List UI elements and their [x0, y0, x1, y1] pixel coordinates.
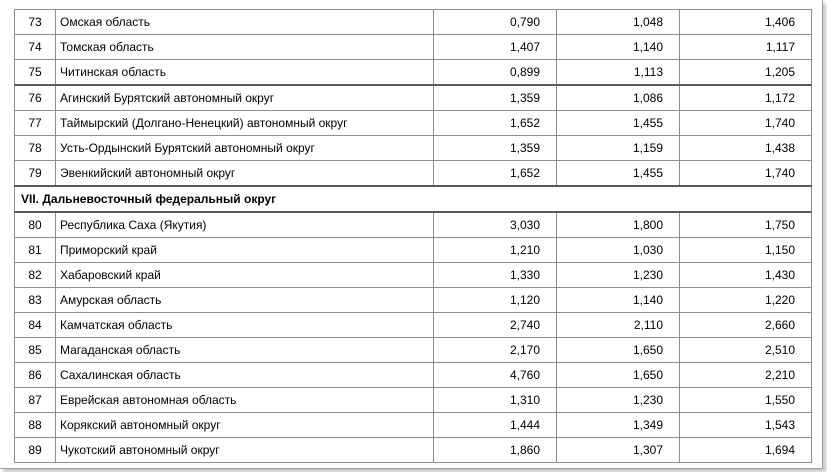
row-number: 78 — [15, 136, 56, 161]
row-number: 77 — [15, 111, 56, 136]
table-row — [15, 438, 812, 463]
value-1: 2,740 — [434, 313, 557, 338]
row-number: 75 — [15, 60, 56, 86]
region-name: Амурская область — [56, 288, 434, 313]
value-1: 0,790 — [434, 10, 557, 35]
value-1: 1,444 — [434, 413, 557, 438]
value-1: 1,359 — [434, 136, 557, 161]
value-2: 1,230 — [557, 263, 680, 288]
value-3: 1,117 — [680, 35, 812, 60]
value-1: 4,760 — [434, 363, 557, 388]
row-number: 79 — [15, 161, 56, 187]
value-1: 1,652 — [434, 111, 557, 136]
section-title: VII. Дальневосточный федеральный округ — [15, 186, 812, 212]
table-row — [15, 338, 812, 363]
value-1: 1,652 — [434, 161, 557, 187]
value-3: 1,740 — [680, 161, 812, 187]
table-row — [15, 10, 812, 35]
value-1: 1,330 — [434, 263, 557, 288]
value-3: 1,172 — [680, 85, 812, 111]
value-1: 0,899 — [434, 60, 557, 86]
value-2: 2,110 — [557, 313, 680, 338]
value-2: 1,650 — [557, 338, 680, 363]
value-2: 1,030 — [557, 238, 680, 263]
value-1: 3,030 — [434, 212, 557, 238]
value-2: 1,307 — [557, 438, 680, 463]
value-1: 1,120 — [434, 288, 557, 313]
table-row — [15, 35, 812, 60]
region-name: Агинский Бурятский автономный округ — [56, 85, 434, 111]
value-1: 1,407 — [434, 35, 557, 60]
value-3: 1,205 — [680, 60, 812, 86]
row-number: 89 — [15, 438, 56, 463]
value-2: 1,048 — [557, 10, 680, 35]
region-name: Читинская область — [56, 60, 434, 86]
value-3: 2,660 — [680, 313, 812, 338]
value-2: 1,140 — [557, 288, 680, 313]
value-2: 1,140 — [557, 35, 680, 60]
region-name: Камчатская область — [56, 313, 434, 338]
region-name: Приморский край — [56, 238, 434, 263]
table-row — [15, 238, 812, 263]
table-row — [15, 313, 812, 338]
value-1: 1,359 — [434, 85, 557, 111]
row-number: 86 — [15, 363, 56, 388]
row-number: 88 — [15, 413, 56, 438]
region-name: Омская область — [56, 10, 434, 35]
value-3: 1,220 — [680, 288, 812, 313]
value-1: 1,310 — [434, 388, 557, 413]
region-name: Еврейская автономная область — [56, 388, 434, 413]
table-row — [15, 413, 812, 438]
value-2: 1,650 — [557, 363, 680, 388]
row-number: 74 — [15, 35, 56, 60]
row-number: 87 — [15, 388, 56, 413]
table-row — [15, 161, 812, 187]
region-name: Таймырский (Долгано-Ненецкий) автономный округ — [56, 111, 434, 136]
value-2: 1,159 — [557, 136, 680, 161]
value-3: 1,543 — [680, 413, 812, 438]
value-3: 1,430 — [680, 263, 812, 288]
row-number: 80 — [15, 212, 56, 238]
region-name: Республика Саха (Якутия) — [56, 212, 434, 238]
value-3: 1,550 — [680, 388, 812, 413]
value-2: 1,800 — [557, 212, 680, 238]
table-row — [15, 111, 812, 136]
value-2: 1,455 — [557, 161, 680, 187]
value-3: 1,406 — [680, 10, 812, 35]
table-row — [15, 363, 812, 388]
region-name: Корякский автономный округ — [56, 413, 434, 438]
value-3: 2,510 — [680, 338, 812, 363]
row-number: 85 — [15, 338, 56, 363]
value-3: 1,750 — [680, 212, 812, 238]
table-row — [15, 263, 812, 288]
table-row — [15, 212, 812, 238]
table-row — [15, 388, 812, 413]
value-3: 1,740 — [680, 111, 812, 136]
region-name: Магаданская область — [56, 338, 434, 363]
region-name: Томская область — [56, 35, 434, 60]
value-2: 1,113 — [557, 60, 680, 86]
section-header-row — [15, 186, 812, 212]
region-name: Усть-Ордынский Бурятский автономный округ — [56, 136, 434, 161]
value-3: 1,438 — [680, 136, 812, 161]
table-row — [15, 60, 812, 86]
value-1: 1,860 — [434, 438, 557, 463]
value-3: 2,210 — [680, 363, 812, 388]
value-3: 1,150 — [680, 238, 812, 263]
row-number: 84 — [15, 313, 56, 338]
value-1: 2,170 — [434, 338, 557, 363]
value-2: 1,455 — [557, 111, 680, 136]
table-body — [15, 10, 812, 463]
region-name: Сахалинская область — [56, 363, 434, 388]
row-number: 73 — [15, 10, 56, 35]
region-name: Хабаровский край — [56, 263, 434, 288]
row-number: 81 — [15, 238, 56, 263]
value-1: 1,210 — [434, 238, 557, 263]
value-3: 1,694 — [680, 438, 812, 463]
value-2: 1,349 — [557, 413, 680, 438]
value-2: 1,086 — [557, 85, 680, 111]
table-row — [15, 136, 812, 161]
region-name: Эвенкийский автономный округ — [56, 161, 434, 187]
row-number: 82 — [15, 263, 56, 288]
regions-coefficient-table — [14, 9, 812, 463]
table-row — [15, 85, 812, 111]
row-number: 83 — [15, 288, 56, 313]
row-number: 76 — [15, 85, 56, 111]
region-name: Чукотский автономный округ — [56, 438, 434, 463]
table-row — [15, 288, 812, 313]
value-2: 1,230 — [557, 388, 680, 413]
